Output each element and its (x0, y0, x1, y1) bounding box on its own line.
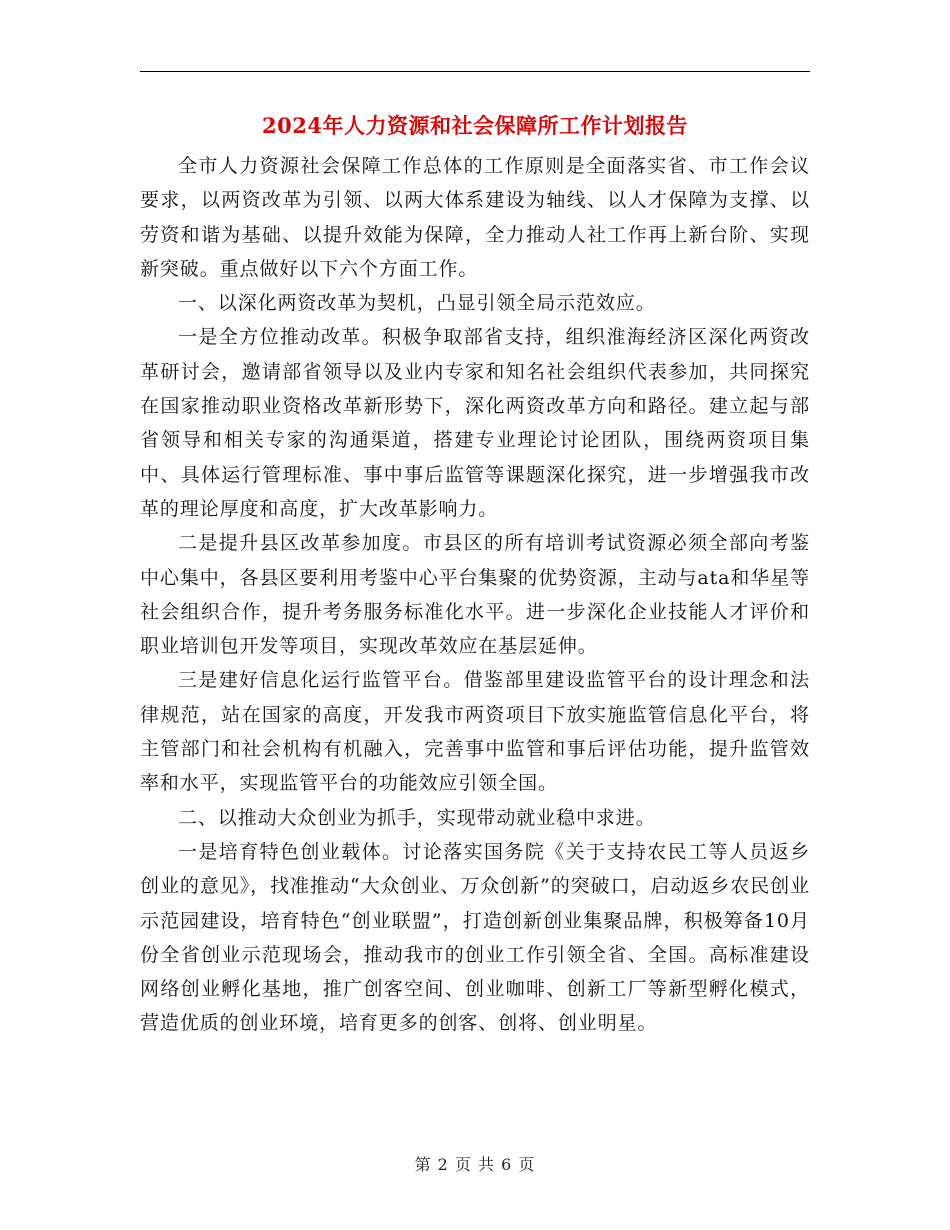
paragraph-intro: 全市人力资源社会保障工作总体的工作原则是全面落实省、市工作会议要求，以两资改革为引领、以两大体系建设为轴线、以人才保障为支撑、以劳资和谐为基础、以提升效能为保障，全力推动人社工作再上新台阶、实现新突破。重点做好以下六个方面工作。 (140, 155, 810, 280)
paragraph-entrepreneurship: 一是培育特色创业载体。讨论落实国务院《关于支持农民工等人员返乡创业的意见》，找准推动“大众创业、万众创新”的突破口，启动返乡农民创业示范园建设，培育特色“创业联盟”，打造创新创业集聚品牌，积极筹备10月份全省创业示范现场会，推动我市的创业工作引领全省、全国。高标准建设网络创业孵化基地，推广创客空间、创业咖啡、创新工厂等新型孵化模式，营造优质的创业环境，培育更多的创客、创将、创业明星。 (140, 840, 810, 1035)
header-rule (140, 71, 810, 72)
paragraph-county-participation: 二是提升县区改革参加度。市县区的所有培训考试资源必须全部向考鉴中心集中，各县区要利用考鉴中心平台集聚的优势资源，主动与ata和华星等社会组织合作，提升考务服务标准化水平。进一步深化企业技能人才评价和职业培训包开发等项目，实现改革效应在基层延伸。 (140, 532, 810, 658)
section-heading-1: 一、以深化两资改革为契机，凸显引领全局示范效应。 (178, 292, 656, 315)
paragraph-supervision-platform: 三是建好信息化运行监管平台。借鉴部里建设监管平台的设计理念和法律规范，站在国家的高度，开发我市两资项目下放实施监管信息化平台，将主管部门和社会机构有机融入，完善事中监管和事后评估功能，提升监管效率和水平，实现监管平台的功能效应引领全国。 (140, 669, 810, 795)
section-heading-2: 二、以推动大众创业为抓手，实现带动就业稳中求进。 (178, 806, 656, 829)
document-body (140, 149, 810, 1041)
paragraph-reform: 一是全方位推动改革。积极争取部省支持，组织淮海经济区深化两资改革研讨会，邀请部省领导以及业内专家和知名社会组织代表参加，共同探究在国家推动职业资格改革新形势下，深化两资改革方向和路径。建立起与部省领导和相关专家的沟通渠道，搭建专业理论讨论团队，围绕两资项目集中、具体运行管理标准、事中事后监管等课题深化探究，进一步增强我市改革的理论厚度和高度，扩大改革影响力。 (140, 326, 810, 520)
document-title: 2024年人力资源和社会保障所工作计划报告 (262, 113, 688, 138)
page-number: 第 2 页 共 6 页 (414, 1155, 536, 1174)
